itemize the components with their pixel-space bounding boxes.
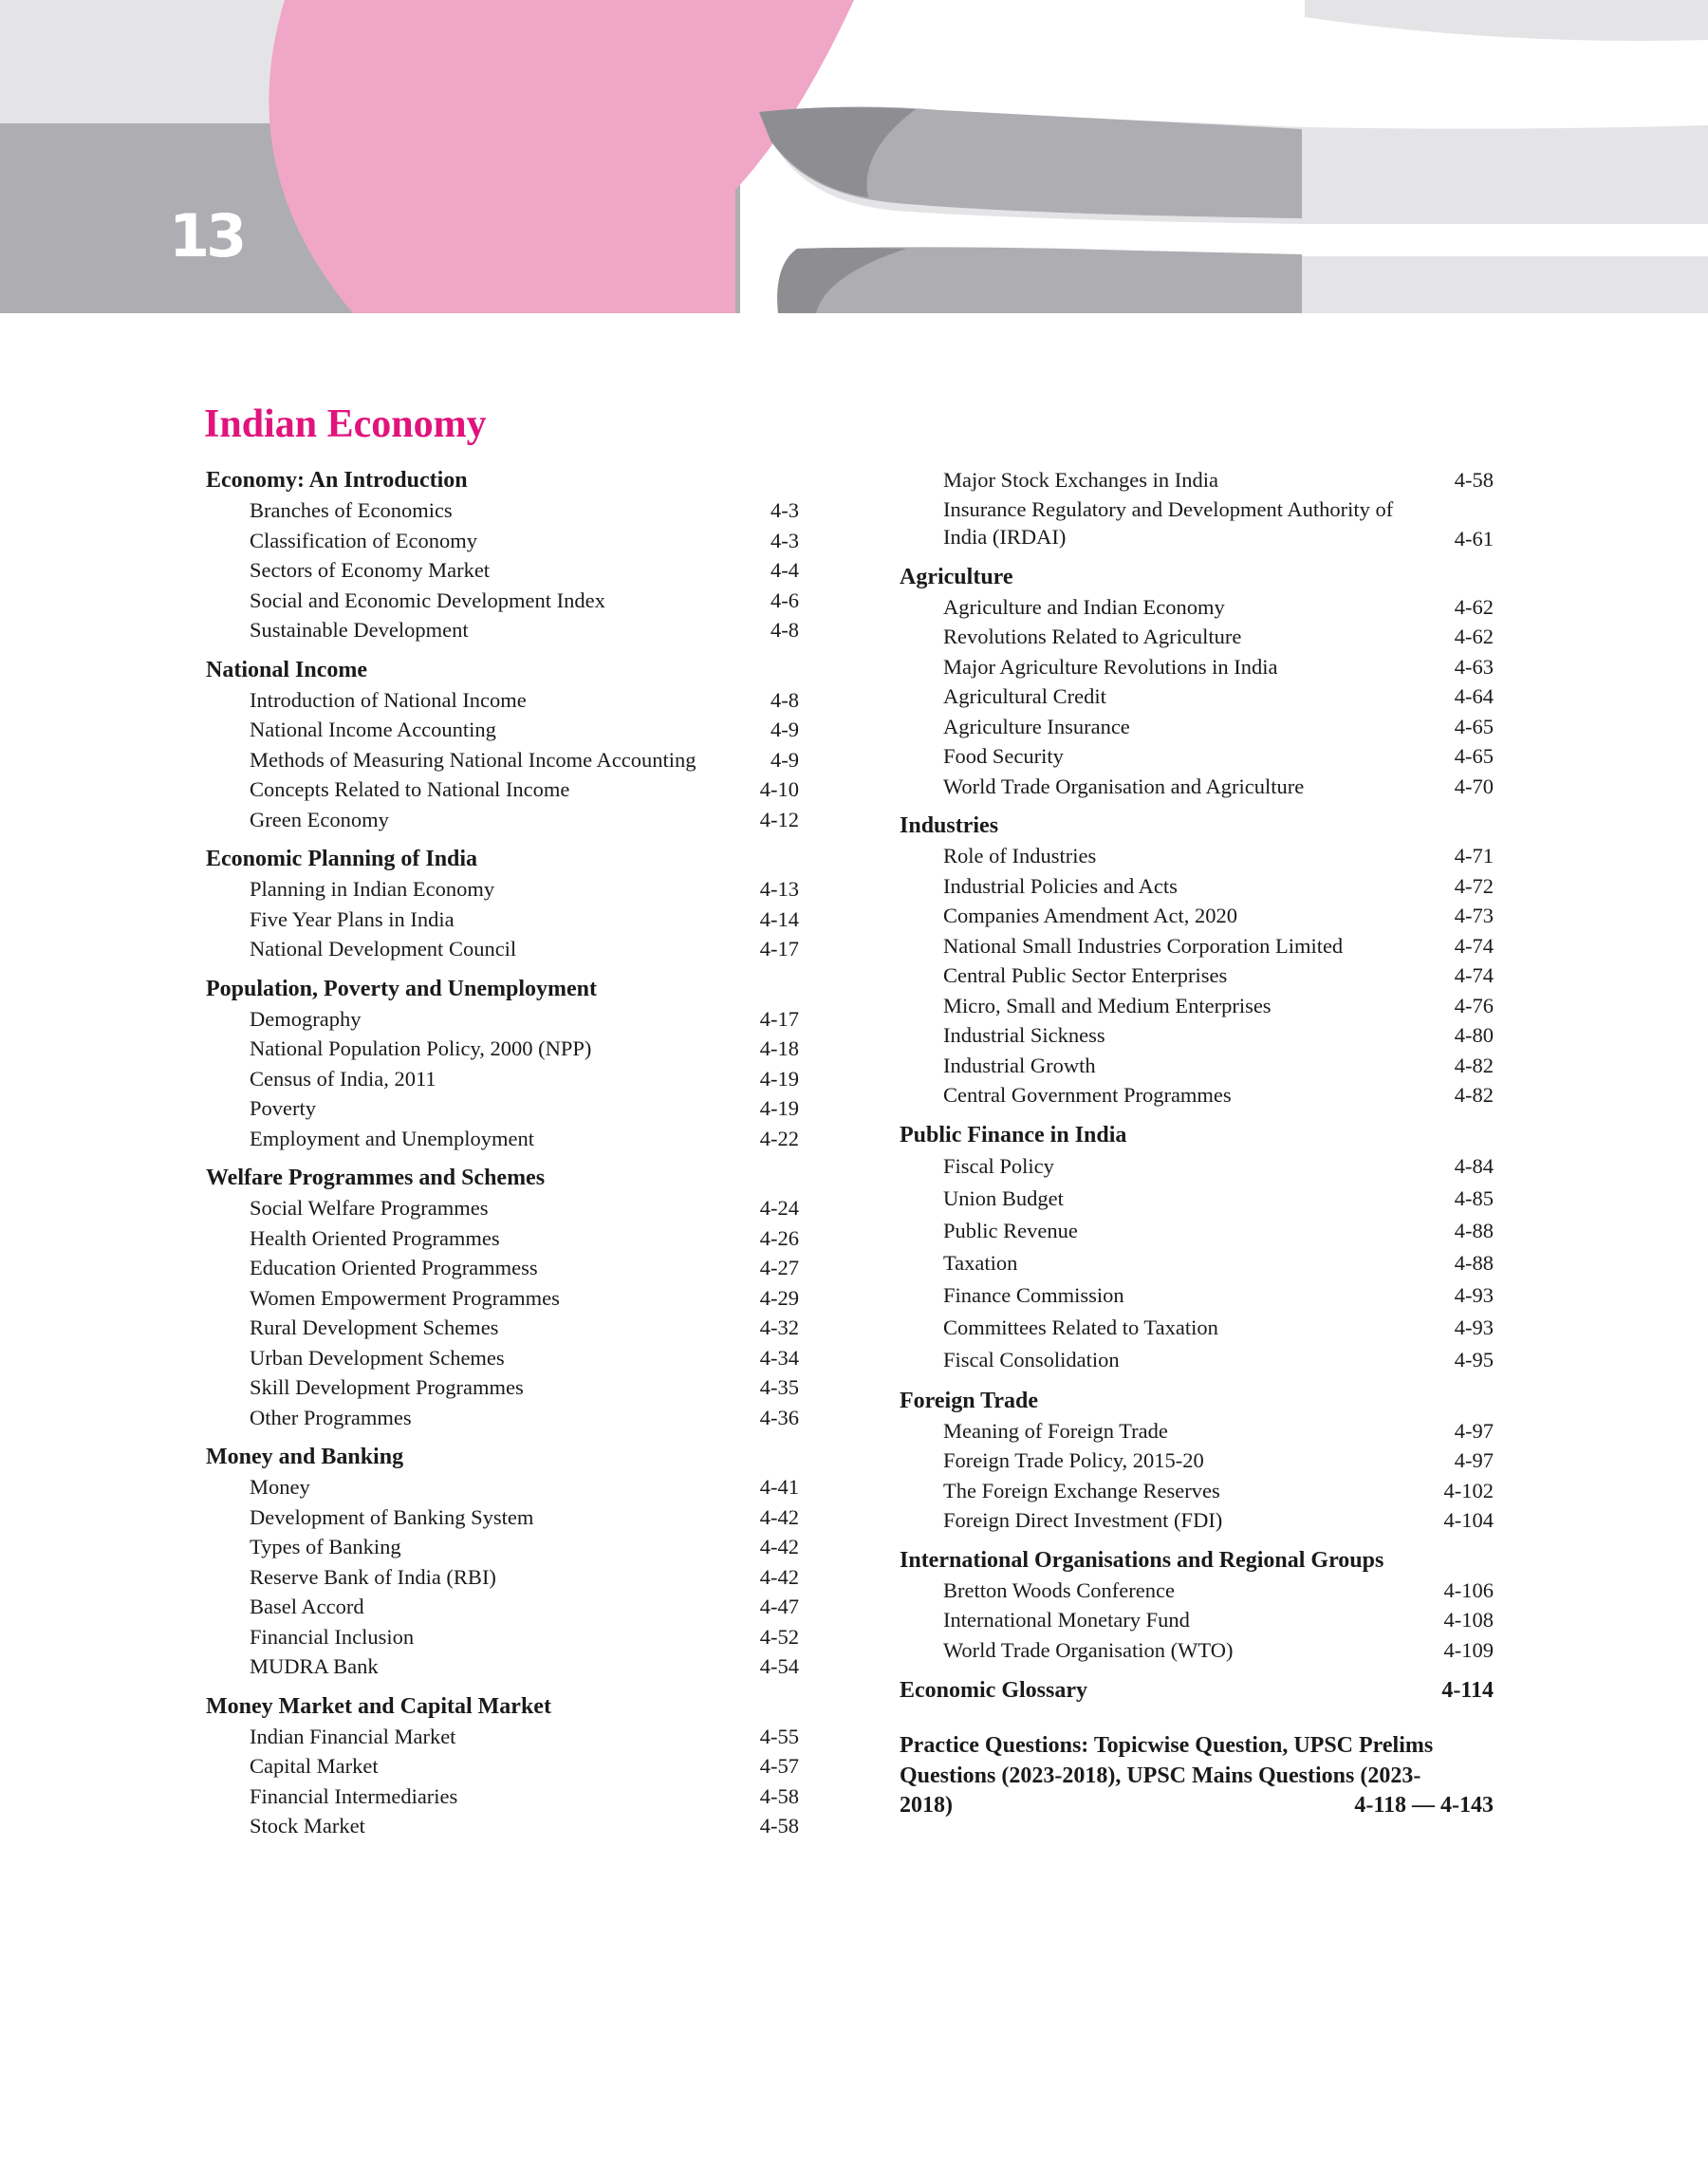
entry-title: National Small Industries Corporation Limited xyxy=(943,933,1344,958)
entry-page-number: 4-84 xyxy=(1454,1153,1494,1178)
entry-page-number: 4-58 xyxy=(759,1783,799,1808)
entry-page-number: 4-3 xyxy=(770,528,799,552)
entry-title: Types of Banking xyxy=(250,1535,401,1558)
toc-entry[interactable] xyxy=(206,745,799,775)
entry-title: Stock Market xyxy=(250,1814,365,1838)
entry-title: Insurance Regulatory and Development Authority of India (IRDAI) xyxy=(943,496,1394,549)
entry-title: Financial Inclusion xyxy=(250,1624,415,1649)
toc-entry[interactable] xyxy=(900,495,1494,552)
entry-page-number: 4-74 xyxy=(1454,933,1494,958)
toc-section xyxy=(206,1442,799,1682)
toc-entry[interactable] xyxy=(900,1150,1494,1183)
entry-page-number: 4-19 xyxy=(759,1096,799,1120)
toc-entry[interactable] xyxy=(206,1811,799,1841)
section-heading: Agriculture xyxy=(900,564,1013,589)
section-heading: National Income xyxy=(206,657,367,682)
entry-page-number: 4-17 xyxy=(759,1006,799,1031)
entry-title: Reserve Bank of India (RBI) xyxy=(250,1564,496,1589)
section-heading: Economy: An Introduction xyxy=(206,468,468,493)
toc-entry[interactable] xyxy=(206,1004,799,1035)
entry-title: Revolutions Related to Agriculture xyxy=(943,625,1242,648)
entry-title: Finance Commission xyxy=(943,1282,1124,1307)
entry-page-number: 4-42 xyxy=(759,1564,799,1589)
entry-page-number: 4-104 xyxy=(1443,1508,1494,1532)
toc-entry[interactable] xyxy=(206,685,799,716)
toc-entry[interactable] xyxy=(206,934,799,964)
toc-entry[interactable] xyxy=(206,905,799,935)
toc-entry[interactable] xyxy=(900,681,1494,712)
entry-title: Public Revenue xyxy=(943,1218,1078,1242)
section-heading: Industries xyxy=(900,813,999,838)
entry-title: Bretton Woods Conference xyxy=(943,1577,1175,1602)
entry-title: Introduction of National Income xyxy=(250,687,527,712)
entry-title: Basel Accord xyxy=(250,1595,364,1618)
entry-title: Green Economy xyxy=(250,807,389,831)
entry-page-number: 4-14 xyxy=(759,906,799,931)
toc-entry[interactable] xyxy=(206,495,799,526)
entry-page-number: 4-19 xyxy=(759,1066,799,1091)
entry-page-number: 4-24 xyxy=(759,1196,799,1220)
toc-entry[interactable] xyxy=(206,526,799,556)
entry-title: Development of Banking System xyxy=(250,1504,534,1529)
entry-title: Concepts Related to National Income xyxy=(250,777,570,801)
entry-page-number: 4-62 xyxy=(1454,594,1494,619)
toc-entry[interactable] xyxy=(900,991,1494,1021)
toc-section xyxy=(900,1545,1494,1666)
entry-title: National Development Council xyxy=(250,937,517,961)
entry-page-number: 4-72 xyxy=(1454,873,1494,898)
toc-section xyxy=(900,1120,1494,1376)
toc-entry[interactable] xyxy=(900,1020,1494,1051)
entry-title: Major Agriculture Revolutions in India xyxy=(943,654,1278,679)
toc-entry[interactable] xyxy=(900,1505,1494,1536)
toc-entry[interactable] xyxy=(206,1622,799,1652)
entry-title: Agricultural Credit xyxy=(943,684,1106,708)
toc-section xyxy=(206,1691,799,1841)
entry-page-number: 4-9 xyxy=(770,747,799,772)
entry-title: MUDRA Bank xyxy=(250,1654,379,1678)
entry-title: Sustainable Development xyxy=(250,618,469,642)
toc-entry[interactable] xyxy=(900,1576,1494,1606)
entry-page-number: 4-17 xyxy=(759,937,799,961)
glossary-page: 4-114 xyxy=(1441,1678,1494,1703)
toc-entry[interactable] xyxy=(206,1502,799,1533)
entry-title: Union Budget xyxy=(943,1185,1064,1210)
entry-page-number: 4-42 xyxy=(759,1535,799,1558)
entry-page-number: 4-34 xyxy=(759,1345,799,1370)
entry-page-number: 4-8 xyxy=(770,687,799,712)
entry-title: Micro, Small and Medium Enterprises xyxy=(943,993,1272,1017)
toc-entry[interactable] xyxy=(900,741,1494,772)
entry-page-number: 4-71 xyxy=(1454,844,1494,868)
toc-entry[interactable] xyxy=(206,715,799,745)
entry-page-number: 4-65 xyxy=(1454,744,1494,768)
entry-page-number: 4-26 xyxy=(759,1225,799,1250)
entry-page-number: 4-4 xyxy=(770,558,799,582)
entry-title: Health Oriented Programmes xyxy=(250,1225,500,1250)
practice-pages: 4-118 — 4-143 xyxy=(1354,1793,1494,1818)
toc-section xyxy=(206,465,799,645)
entry-title: Foreign Trade Policy, 2015-20 xyxy=(943,1448,1204,1472)
entry-page-number: 4-13 xyxy=(759,877,799,901)
toc-entry[interactable] xyxy=(900,652,1494,682)
entry-page-number: 4-93 xyxy=(1454,1282,1494,1307)
section-heading: Money and Banking xyxy=(206,1445,404,1469)
entry-page-number: 4-80 xyxy=(1454,1023,1494,1047)
entry-page-number: 4-57 xyxy=(759,1754,799,1778)
entry-page-number: 4-6 xyxy=(770,588,799,612)
entry-page-number: 4-35 xyxy=(759,1375,799,1399)
glossary-entry[interactable] xyxy=(900,1674,1494,1707)
entry-title: Agriculture Insurance xyxy=(943,714,1130,738)
entry-title: Industrial Growth xyxy=(943,1053,1096,1077)
toc-section xyxy=(206,844,799,964)
toc-entry[interactable] xyxy=(900,1416,1494,1446)
toc-section xyxy=(206,655,799,835)
entry-page-number: 4-9 xyxy=(770,718,799,741)
entry-title: Skill Development Programmes xyxy=(250,1375,524,1399)
entry-page-number: 4-36 xyxy=(759,1405,799,1429)
toc-section xyxy=(206,1163,799,1432)
toc-entry[interactable] xyxy=(900,1051,1494,1081)
toc-entry[interactable] xyxy=(206,1472,799,1502)
chapter-banner xyxy=(0,0,1708,313)
entry-title: Central Public Sector Enterprises xyxy=(943,963,1228,987)
entry-title: Five Year Plans in India xyxy=(250,906,455,931)
entry-page-number: 4-41 xyxy=(759,1475,799,1499)
toc-entry[interactable] xyxy=(900,841,1494,871)
entry-title: Food Security xyxy=(943,744,1064,768)
entry-title: Methods of Measuring National Income Accounting xyxy=(250,747,696,772)
entry-page-number: 4-62 xyxy=(1454,625,1494,648)
entry-page-number: 4-22 xyxy=(759,1126,799,1150)
entry-page-number: 4-82 xyxy=(1454,1083,1494,1107)
toc-right-column xyxy=(900,465,1494,1821)
entry-page-number: 4-12 xyxy=(759,807,799,831)
entry-title: Education Oriented Programmess xyxy=(250,1256,538,1279)
right-sections xyxy=(900,465,1494,1665)
toc-entry[interactable] xyxy=(206,1751,799,1782)
toc-entry[interactable] xyxy=(900,465,1494,495)
entry-page-number: 4-102 xyxy=(1443,1478,1494,1502)
entry-page-number: 4-54 xyxy=(759,1654,799,1678)
toc-section xyxy=(900,811,1494,1110)
chapter-number: 13 xyxy=(169,201,244,271)
toc-section xyxy=(900,465,1494,552)
toc-entry[interactable] xyxy=(900,592,1494,623)
entry-page-number: 4-42 xyxy=(759,1504,799,1529)
entry-title: Women Empowerment Programmes xyxy=(250,1285,560,1310)
entry-page-number: 4-97 xyxy=(1454,1448,1494,1472)
entry-title: Meaning of Foreign Trade xyxy=(943,1418,1168,1443)
toc-entry[interactable] xyxy=(900,901,1494,931)
entry-page-number: 4-73 xyxy=(1454,904,1494,927)
toc-entry[interactable] xyxy=(206,1722,799,1752)
entry-title: Committees Related to Taxation xyxy=(943,1315,1218,1339)
toc-entry[interactable] xyxy=(900,1605,1494,1635)
entry-title: Demography xyxy=(250,1006,362,1031)
section-heading: Foreign Trade xyxy=(900,1388,1038,1413)
toc-entry[interactable] xyxy=(900,1080,1494,1110)
toc-entry[interactable] xyxy=(206,1313,799,1343)
entry-title: Industrial Policies and Acts xyxy=(943,873,1178,898)
entry-page-number: 4-47 xyxy=(759,1595,799,1618)
entry-page-number: 4-10 xyxy=(759,777,799,801)
entry-page-number: 4-93 xyxy=(1454,1315,1494,1339)
entry-title: Role of Industries xyxy=(943,844,1097,868)
entry-page-number: 4-85 xyxy=(1454,1185,1494,1210)
entry-page-number: 4-61 xyxy=(1454,526,1494,550)
entry-title: Major Stock Exchanges in India xyxy=(943,468,1218,492)
toc-entry[interactable] xyxy=(206,1124,799,1154)
entry-title: Poverty xyxy=(250,1096,316,1120)
entry-title: Agriculture and Indian Economy xyxy=(943,594,1225,619)
entry-page-number: 4-55 xyxy=(759,1724,799,1748)
toc-entry[interactable] xyxy=(206,1651,799,1682)
entry-page-number: 4-109 xyxy=(1443,1637,1494,1662)
entry-title: Classification of Economy xyxy=(250,528,477,552)
entry-title: Foreign Direct Investment (FDI) xyxy=(943,1508,1223,1532)
entry-page-number: 4-97 xyxy=(1454,1418,1494,1443)
section-heading: Money Market and Capital Market xyxy=(206,1693,551,1719)
toc-entry[interactable] xyxy=(206,586,799,616)
entry-title: World Trade Organisation and Agriculture xyxy=(943,774,1305,798)
toc-entry[interactable] xyxy=(900,1635,1494,1666)
banner-graphic xyxy=(0,0,1708,313)
toc-section xyxy=(900,1386,1494,1536)
toc-entry[interactable] xyxy=(900,712,1494,742)
entry-title: Industrial Sickness xyxy=(943,1023,1105,1047)
toc-left-column xyxy=(206,465,799,1851)
practice-label: Practice Questions: Topicwise Question, UPSC Prelims Questions (2023-2018), UPSC Mains Questions (2023-2018) xyxy=(900,1733,1434,1818)
entry-page-number: 4-52 xyxy=(759,1624,799,1649)
entry-page-number: 4-64 xyxy=(1454,684,1494,708)
entry-page-number: 4-65 xyxy=(1454,714,1494,738)
entry-title: National Population Policy, 2000 (NPP) xyxy=(250,1036,592,1060)
entry-page-number: 4-18 xyxy=(759,1036,799,1060)
toc-entry[interactable] xyxy=(900,1183,1494,1215)
toc-entry[interactable] xyxy=(900,871,1494,902)
entry-page-number: 4-58 xyxy=(759,1814,799,1838)
entry-title: Fiscal Policy xyxy=(943,1153,1054,1178)
entry-title: Companies Amendment Act, 2020 xyxy=(943,904,1237,927)
entry-page-number: 4-63 xyxy=(1454,654,1494,679)
entry-title: World Trade Organisation (WTO) xyxy=(943,1637,1234,1662)
entry-title: Indian Financial Market xyxy=(250,1724,456,1748)
practice-questions-entry[interactable] xyxy=(900,1731,1494,1821)
toc-entry[interactable] xyxy=(206,774,799,805)
glossary-label: Economic Glossary xyxy=(900,1678,1087,1703)
section-heading: Public Finance in India xyxy=(900,1122,1127,1147)
toc-entry[interactable] xyxy=(206,615,799,645)
toc-entry[interactable] xyxy=(900,1215,1494,1247)
entry-page-number: 4-88 xyxy=(1454,1250,1494,1275)
toc-entry[interactable] xyxy=(206,1064,799,1094)
entry-title: Financial Intermediaries xyxy=(250,1783,458,1808)
section-heading: Welfare Programmes and Schemes xyxy=(206,1166,546,1190)
toc-entry[interactable] xyxy=(206,1034,799,1064)
toc-entry[interactable] xyxy=(206,1193,799,1223)
entry-page-number: 4-76 xyxy=(1454,993,1494,1017)
entry-title: National Income Accounting xyxy=(250,718,496,741)
toc-entry[interactable] xyxy=(206,1093,799,1124)
entry-page-number: 4-32 xyxy=(759,1315,799,1339)
page-title: Indian Economy xyxy=(204,402,487,446)
entry-title: Sectors of Economy Market xyxy=(250,558,491,582)
toc-entry[interactable] xyxy=(206,1403,799,1433)
entry-title: Other Programmes xyxy=(250,1405,412,1429)
entry-page-number: 4-70 xyxy=(1454,774,1494,798)
entry-title: Social and Economic Development Index xyxy=(250,588,605,612)
toc-entry[interactable] xyxy=(900,1312,1494,1344)
entry-title: Capital Market xyxy=(250,1754,379,1778)
toc-entry[interactable] xyxy=(206,1592,799,1622)
section-heading: International Organisations and Regional Groups xyxy=(900,1547,1384,1573)
entry-title: Central Government Programmes xyxy=(943,1083,1232,1107)
toc-entry[interactable] xyxy=(900,772,1494,802)
toc-entry[interactable] xyxy=(206,555,799,586)
toc-entry[interactable] xyxy=(206,1782,799,1812)
entry-page-number: 4-108 xyxy=(1443,1608,1494,1632)
section-heading: Economic Planning of India xyxy=(206,847,478,871)
toc-entry[interactable] xyxy=(206,1562,799,1593)
entry-page-number: 4-3 xyxy=(770,498,799,522)
toc-entry[interactable] xyxy=(900,961,1494,991)
entry-page-number: 4-58 xyxy=(1454,468,1494,492)
toc-entry[interactable] xyxy=(900,1247,1494,1279)
toc-entry[interactable] xyxy=(206,1532,799,1562)
toc-section xyxy=(900,562,1494,802)
entry-title: Planning in Indian Economy xyxy=(250,877,495,901)
toc-entry[interactable] xyxy=(206,1223,799,1254)
entry-page-number: 4-95 xyxy=(1454,1347,1494,1371)
entry-title: The Foreign Exchange Reserves xyxy=(943,1478,1220,1502)
entry-title: Urban Development Schemes xyxy=(250,1345,505,1370)
toc-entry[interactable] xyxy=(900,1344,1494,1376)
entry-title: Employment and Unemployment xyxy=(250,1126,534,1150)
entry-page-number: 4-82 xyxy=(1454,1053,1494,1077)
section-heading: Population, Poverty and Unemployment xyxy=(206,976,598,1001)
toc-entry[interactable] xyxy=(206,1283,799,1314)
entry-title: Fiscal Consolidation xyxy=(943,1347,1120,1371)
toc-entry[interactable] xyxy=(206,1343,799,1373)
toc-entry[interactable] xyxy=(900,1279,1494,1312)
entry-page-number: 4-27 xyxy=(759,1256,799,1279)
entry-page-number: 4-74 xyxy=(1454,963,1494,987)
toc-section xyxy=(206,974,799,1154)
entry-title: Rural Development Schemes xyxy=(250,1315,499,1339)
entry-title: Census of India, 2011 xyxy=(250,1066,436,1091)
toc-entry[interactable] xyxy=(206,1372,799,1403)
entry-page-number: 4-106 xyxy=(1443,1577,1494,1602)
entry-page-number: 4-29 xyxy=(759,1285,799,1310)
toc-entry[interactable] xyxy=(900,1476,1494,1506)
toc-entry[interactable] xyxy=(206,1253,799,1283)
toc-entry[interactable] xyxy=(900,1446,1494,1476)
entry-page-number: 4-8 xyxy=(770,618,799,642)
entry-page-number: 4-88 xyxy=(1454,1218,1494,1242)
entry-title: Social Welfare Programmes xyxy=(250,1196,489,1220)
entry-title: Taxation xyxy=(943,1250,1018,1275)
entry-title: Money xyxy=(250,1475,310,1499)
toc-entry[interactable] xyxy=(206,805,799,835)
toc-entry[interactable] xyxy=(900,622,1494,652)
toc-entry[interactable] xyxy=(900,931,1494,961)
entry-title: Branches of Economics xyxy=(250,498,453,522)
entry-title: International Monetary Fund xyxy=(943,1608,1190,1632)
toc-entry[interactable] xyxy=(206,874,799,905)
